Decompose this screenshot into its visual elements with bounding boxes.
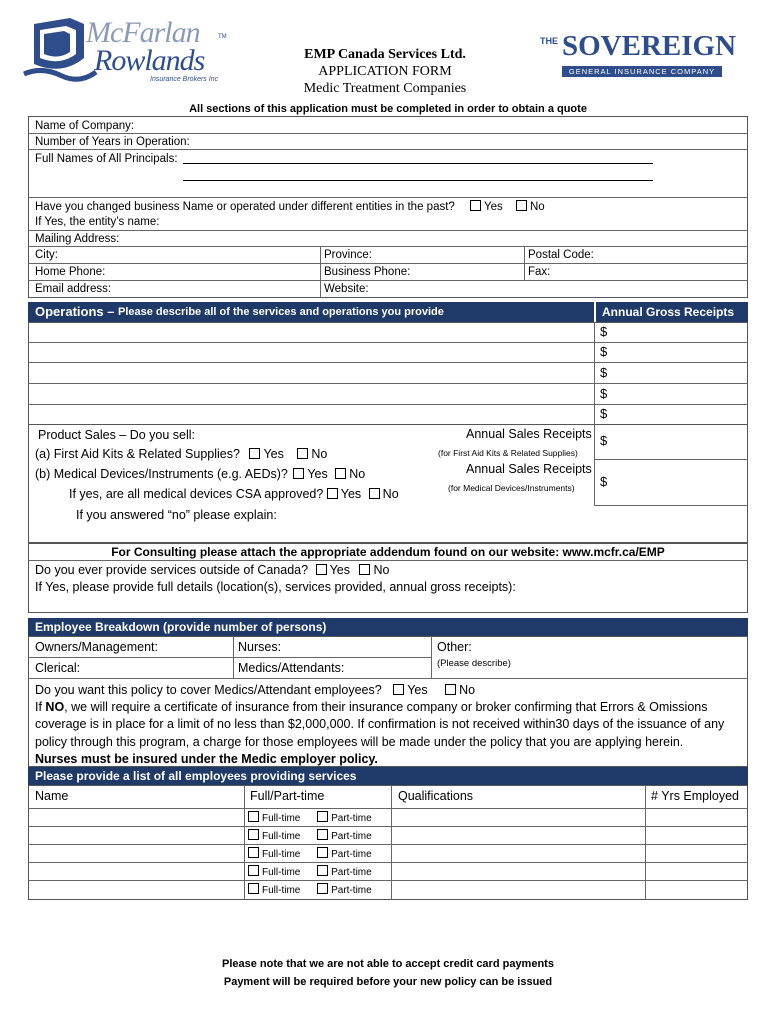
years-operation-label: Number of Years in Operation: [35,136,190,148]
table-row: Full-time Part-time [248,883,372,898]
changed-name-text: Have you changed business Name or operated under different entities in the past? [35,201,455,213]
email-label: Email address: [35,283,112,295]
principals-line-2[interactable] [183,180,653,181]
clerical-label: Clerical: [35,661,81,675]
receipt-dollar-2[interactable]: $ [600,344,608,359]
footer-note-2: Payment will be required before your new policy can be issued [223,976,553,988]
instruction-text: All sections of this application must be completed in order to obtain a quote [189,103,587,115]
first-aid-note: (for First Aid Kits & Related Supplies) [438,448,578,458]
checkbox-icon[interactable] [316,564,327,575]
column-header-fullpart: Full/Part-time [250,789,325,803]
checkbox-icon[interactable] [297,448,308,459]
receipts-header-bar [596,302,748,322]
sales-dollar-2[interactable]: $ [600,474,608,489]
changed-name-question [35,200,455,214]
first-aid-question: (a) First Aid Kits & Related Supplies? Yes No [35,447,328,461]
policy-paragraph: policy through this program, a charge for those employees will be made under the policy that you are applying herein. [35,735,684,749]
changed-name-no[interactable]: No [516,200,545,214]
mcfarlan-rowlands-logo [22,14,232,86]
checkbox-icon[interactable] [470,200,481,211]
annual-sales-label-2: Annual Sales Receipts [466,462,592,476]
receipt-dollar-4[interactable]: $ [600,386,608,401]
form-subtitle: Medic Treatment Companies [303,81,467,96]
checkbox-icon[interactable] [516,200,527,211]
checkbox-icon[interactable] [335,468,346,479]
describe-note: (Please describe) [437,658,511,669]
product-sales-section [28,425,748,543]
outside-canada-question: Do you ever provide services outside of Canada? Yes No [35,563,390,577]
column-header-qualifications: Qualifications [398,789,474,803]
coverage-paragraph: coverage is in place for a limit of no less than $2,000,000. If confirmation is not received within30 days of the issuance of any [35,717,725,731]
principals-label: Full Names of All Principals: [35,153,178,165]
company-title: EMP Canada Services Ltd. [304,47,466,62]
city-label: City: [35,249,58,261]
medics-label: Medics/Attendants: [238,661,345,675]
company-name-label: Name of Company: [35,120,135,132]
cover-medics-question: Do you want this policy to cover Medics/Attendant employees? Yes No [35,683,476,697]
logo-tagline: Insurance Brokers Inc [150,76,219,83]
other-label: Other: [437,640,472,654]
table-row: Full-time Part-time [248,847,372,862]
checkbox-icon[interactable] [327,488,338,499]
checkbox-icon[interactable] [293,468,304,479]
checkbox-icon[interactable] [248,883,259,894]
logo-trademark: TM [218,34,227,40]
employee-list-table [28,785,748,900]
table-row: Full-time Part-time [248,829,372,844]
principals-line-1[interactable] [183,163,653,164]
entity-name-label: If Yes, the entity’s name: [35,216,160,228]
receipt-dollar-1[interactable]: $ [600,324,608,339]
employee-breakdown-title: Employee Breakdown (provide number of persons) [35,620,327,634]
product-sales-question: Product Sales – Do you sell: [38,428,196,442]
nurses-label: Nurses: [238,640,282,654]
logo-sovereign: SOVEREIGN [562,30,737,62]
if-no-paragraph: If NO, we will require a certificate of insurance from their insurance company or broker confirming that Errors & Omissions [35,700,708,714]
operations-title-note: Please describe all of the services and operations you provide [118,306,444,318]
devices-note: (for Medical Devices/Instruments) [448,483,575,493]
logo-sovereign-sub: GENERAL INSURANCE COMPANY [562,66,722,77]
receipt-dollar-5[interactable]: $ [600,406,608,421]
sovereign-logo [540,30,737,80]
fax-label: Fax: [528,266,551,278]
operations-table [28,322,748,425]
employee-list-bar [28,767,748,785]
consulting-note: For Consulting please attach the appropriate addendum found on our website: www.mcfr.ca/EMP [111,545,665,559]
home-phone-label: Home Phone: [35,266,106,278]
operations-header-bar [28,302,594,322]
form-title: APPLICATION FORM [318,64,452,79]
nurses-note: Nurses must be insured under the Medic employer policy. [35,752,378,766]
footer-note-1: Please note that we are not able to accept credit card payments [222,958,554,970]
website-label: Website: [324,283,369,295]
checkbox-icon[interactable] [248,847,259,858]
logo-the: THE [540,36,558,46]
annual-sales-label-1: Annual Sales Receipts [466,427,592,441]
checkbox-icon[interactable] [317,847,328,858]
logo-brand-top: McFarlan [86,16,200,49]
column-header-name: Name [35,789,69,803]
checkbox-icon[interactable] [317,883,328,894]
postal-code-label: Postal Code: [528,249,594,261]
province-label: Province: [324,249,372,261]
receipt-dollar-3[interactable]: $ [600,365,608,380]
owners-label: Owners/Management: [35,640,158,654]
checkbox-icon[interactable] [317,829,328,840]
table-row: Full-time Part-time [248,865,372,880]
mailing-address-label: Mailing Address: [35,233,120,245]
checkbox-icon[interactable] [369,488,380,499]
changed-name-yes[interactable]: Yes [470,200,503,214]
employee-list-title: Please provide a list of all employees providing services [35,769,357,783]
checkbox-icon[interactable] [445,684,456,695]
csa-question: If yes, are all medical devices CSA approved? Yes No [69,487,399,501]
checkbox-icon[interactable] [317,811,328,822]
employee-breakdown-bar [28,618,748,636]
checkbox-icon[interactable] [249,448,260,459]
checkbox-icon[interactable] [248,829,259,840]
receipts-header: Annual Gross Receipts [602,305,735,319]
checkbox-icon[interactable] [248,865,259,876]
checkbox-icon[interactable] [317,865,328,876]
checkbox-icon[interactable] [248,811,259,822]
checkbox-icon[interactable] [359,564,370,575]
checkbox-icon[interactable] [393,684,404,695]
devices-question: (b) Medical Devices/Instruments (e.g. AEDs)? Yes No [35,467,366,481]
column-header-years: # Yrs Employed [651,789,740,803]
business-phone-label: Business Phone: [324,266,411,278]
outside-details-label: If Yes, please provide full details (location(s), services provided, annual gross receipts): [35,580,516,594]
explain-label: If you answered “no” please explain: [76,508,277,522]
table-row: Full-time Part-time [248,811,372,826]
logo-brand-bottom: Rowlands [94,44,205,77]
operations-title: Operations – [35,304,115,319]
sales-dollar-1[interactable]: $ [600,433,608,448]
